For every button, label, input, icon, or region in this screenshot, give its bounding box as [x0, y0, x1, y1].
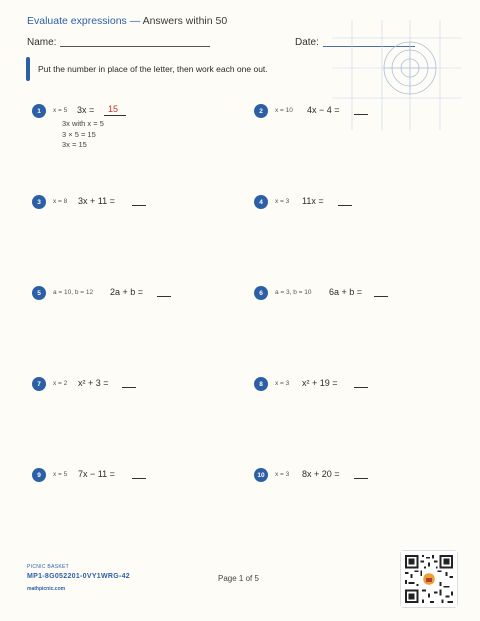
given-values: x = 5	[53, 471, 68, 478]
footer-code: MP1-8G052201-0VY1WRG-42	[27, 573, 130, 580]
problem-number-badge: 6	[254, 286, 268, 300]
problem-number-badge: 3	[32, 195, 46, 209]
answer-blank[interactable]	[374, 296, 388, 297]
qr-code-icon	[400, 550, 458, 608]
problem-4	[254, 195, 454, 215]
problem-9	[32, 468, 232, 488]
problem-number-badge: 5	[32, 286, 46, 300]
problem-number-badge: 7	[32, 377, 46, 391]
instructions-text: Put the number in place of the letter, then work each one out.	[38, 64, 268, 74]
problem-3	[32, 195, 232, 215]
problem-number-badge: 9	[32, 468, 46, 482]
problem-10	[254, 468, 454, 488]
given-values: x = 3	[275, 380, 290, 387]
problem-number-badge: 4	[254, 195, 268, 209]
expression: 7x − 11 =	[78, 469, 115, 479]
worksheet-title	[27, 15, 227, 27]
problem-5	[32, 286, 232, 306]
answer-blank[interactable]	[354, 478, 368, 479]
date-label: Date:	[295, 37, 319, 48]
work-step: 3x with x = 5	[62, 119, 104, 128]
worked-steps	[62, 119, 104, 151]
answer-blank[interactable]	[132, 478, 146, 479]
answer-value: 15	[108, 104, 119, 114]
given-values: x = 10	[275, 107, 293, 114]
answer-blank[interactable]	[132, 205, 146, 206]
expression: 3x =	[77, 105, 95, 115]
problem-2	[254, 104, 454, 124]
work-step: 3 × 5 = 15	[62, 129, 96, 139]
expression: 2a + b =	[110, 287, 144, 297]
problem-7	[32, 377, 232, 397]
given-values: x = 3	[275, 198, 290, 205]
expression: 3x + 11 =	[78, 196, 115, 206]
answer-blank[interactable]	[104, 115, 126, 116]
problem-number-badge: 10	[254, 468, 268, 482]
given-values: x = 2	[53, 380, 68, 387]
problem-6	[254, 286, 454, 306]
footer-url[interactable]: mathpicnic.com	[27, 586, 66, 592]
answer-blank[interactable]	[354, 387, 368, 388]
expression: x² + 3 =	[78, 378, 109, 388]
expression: 8x + 20 =	[302, 469, 340, 479]
given-values: a = 3, b = 10	[275, 289, 312, 296]
expression: 11x =	[302, 196, 324, 206]
problem-number-badge: 8	[254, 377, 268, 391]
instructions-accent-bar	[26, 57, 30, 81]
name-label: Name:	[27, 37, 57, 48]
given-values: x = 3	[275, 471, 290, 478]
footer-brand: PICNIC BASKET	[27, 564, 69, 570]
given-values: a = 10, b = 12	[53, 289, 94, 296]
problem-number-badge: 2	[254, 104, 268, 118]
title-main: Evaluate expressions	[27, 15, 127, 27]
given-values: x = 5	[53, 107, 68, 114]
work-step: 3x = 15	[62, 140, 87, 149]
name-field[interactable]	[60, 46, 210, 47]
problem-number-badge: 1	[32, 104, 46, 118]
expression: 6a + b =	[329, 287, 363, 297]
answer-blank[interactable]	[157, 296, 171, 297]
expression: 4x − 4 =	[307, 105, 340, 115]
given-values: x = 8	[53, 198, 68, 205]
title-subtitle: Answers within 50	[142, 15, 228, 27]
page-number: Page 1 of 5	[218, 574, 259, 583]
answer-blank[interactable]	[338, 205, 352, 206]
problem-1	[32, 104, 232, 149]
expression: x² + 19 =	[302, 378, 338, 388]
answer-blank[interactable]	[354, 114, 368, 115]
problem-8	[254, 377, 454, 397]
title-separator: —	[129, 15, 141, 27]
answer-blank[interactable]	[122, 387, 136, 388]
